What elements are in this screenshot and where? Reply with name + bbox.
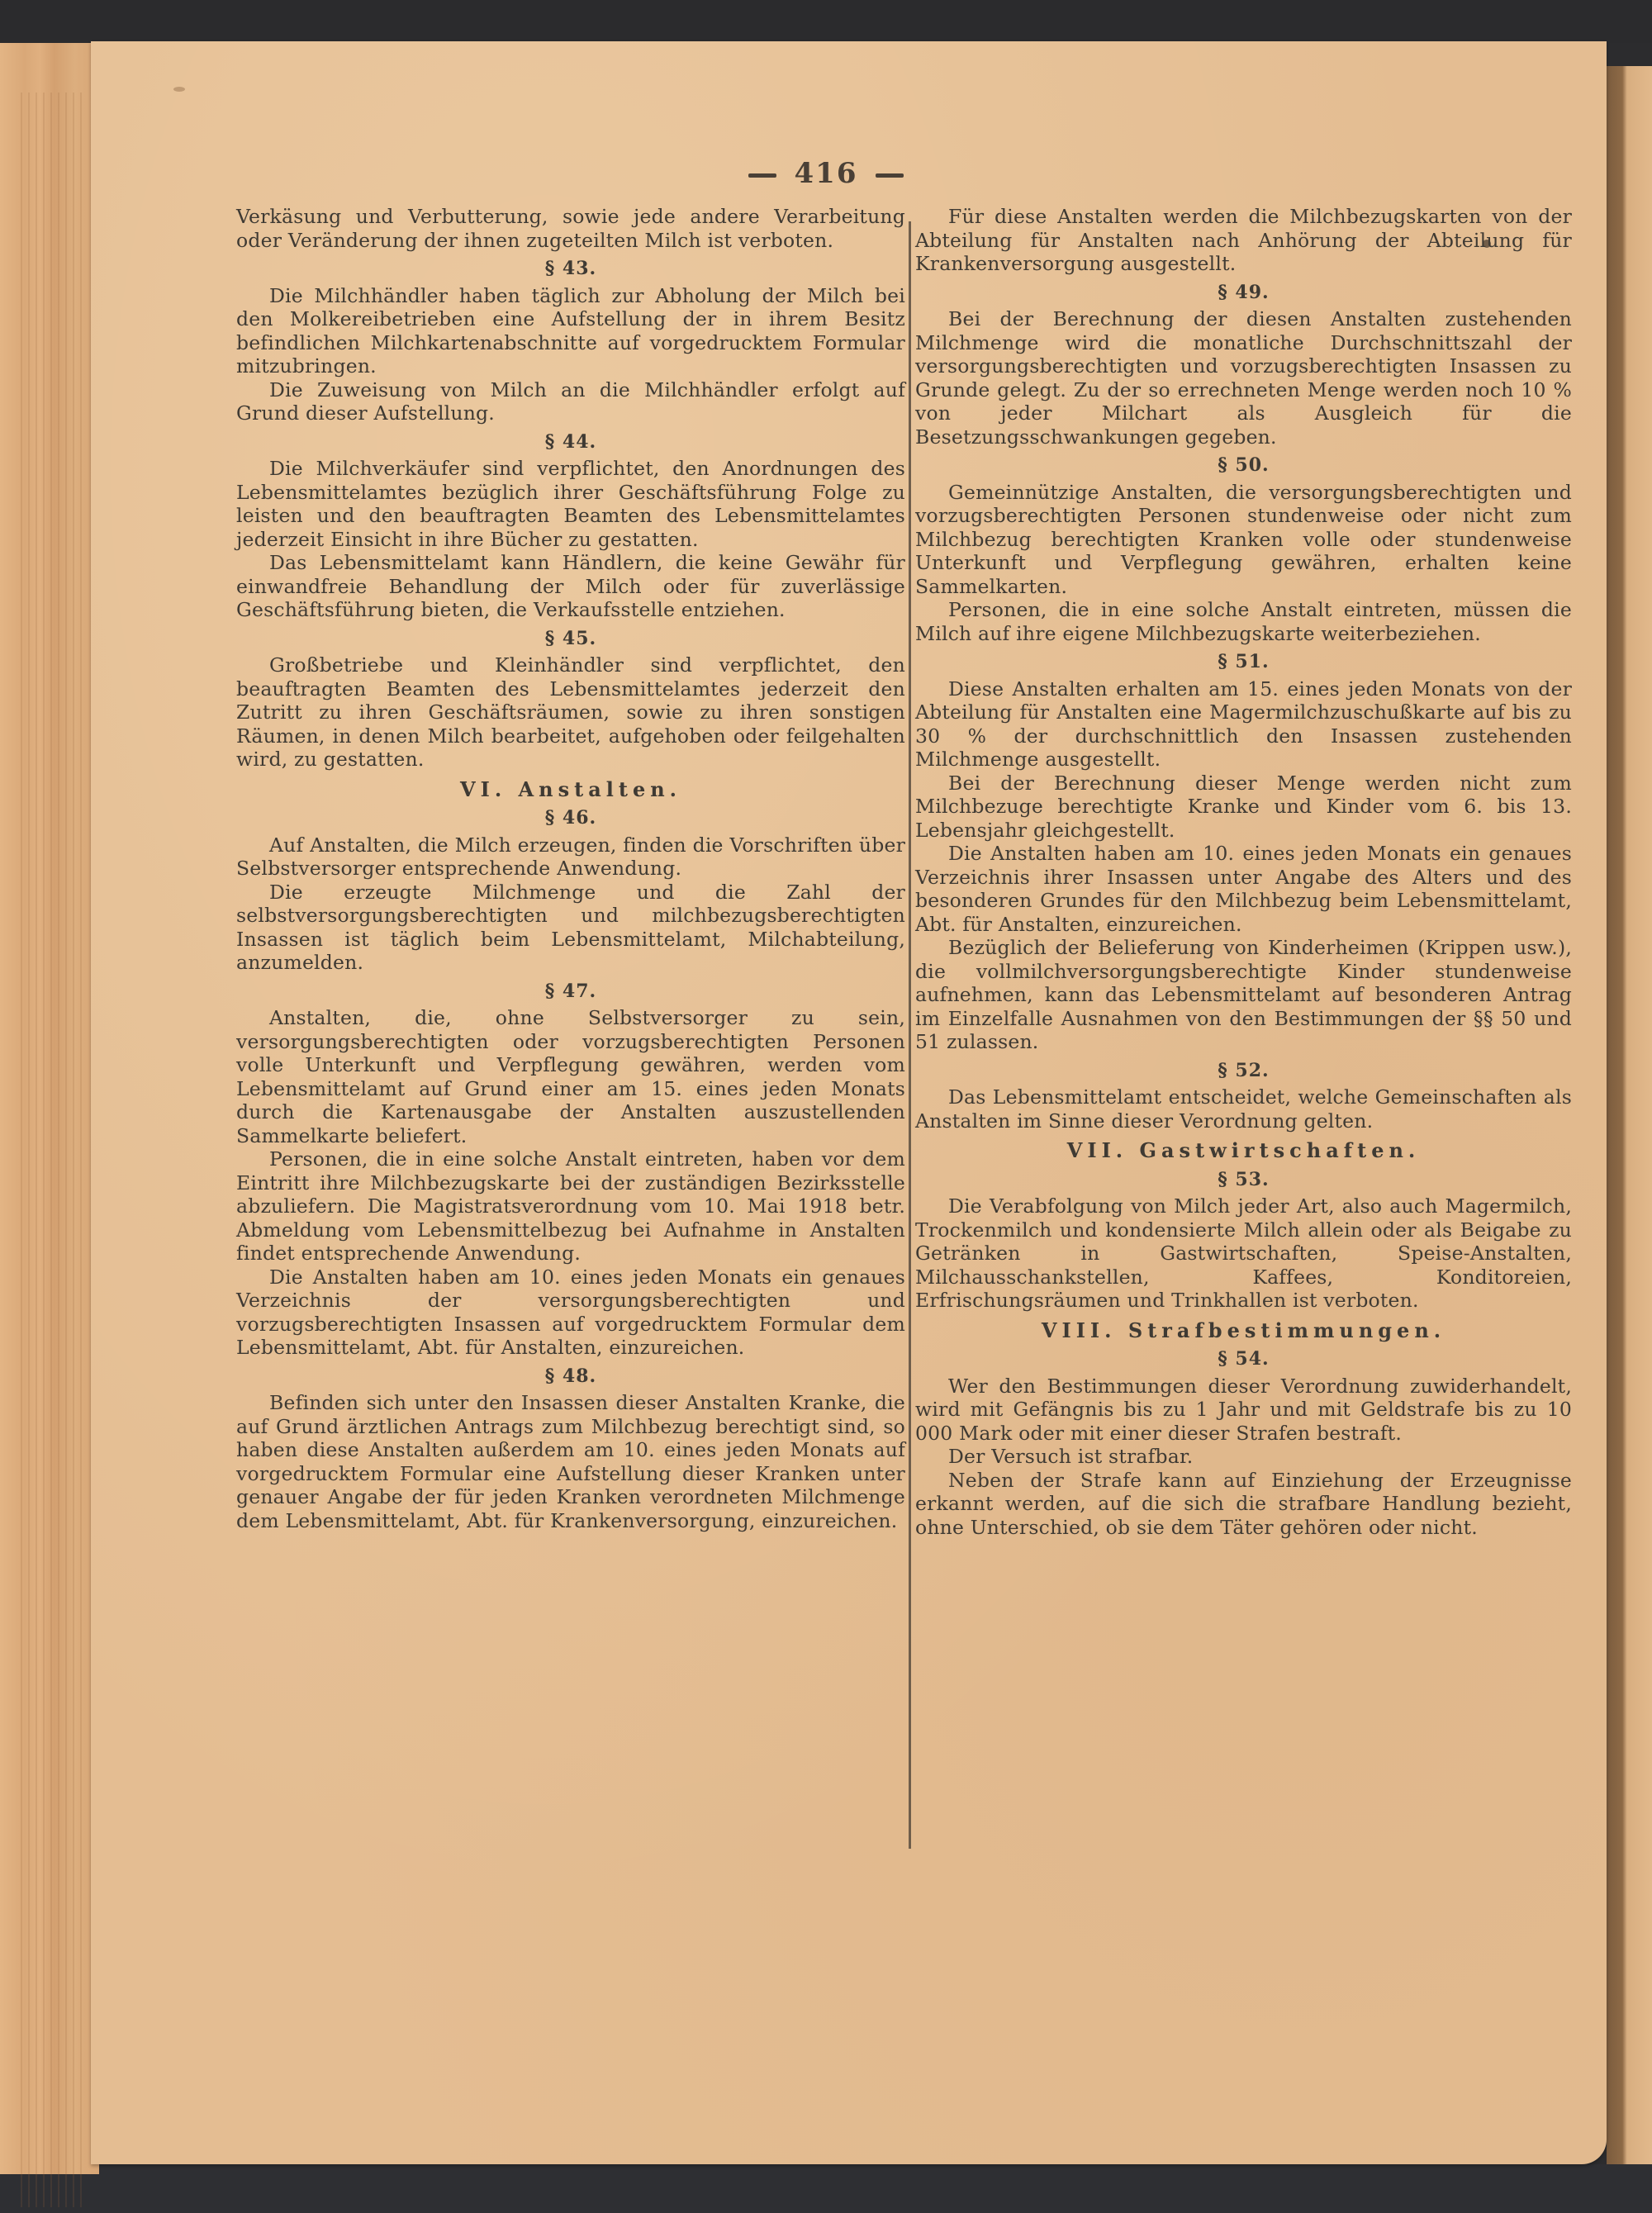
page-stack-lines xyxy=(21,93,87,2207)
chapter-heading: VII. Gastwirtschaften. xyxy=(1066,1138,1421,1162)
paragraph: Anstalten, die, ohne Selbstversorger zu sein, versorgungsberechtigten oder vorzugsberechtigten Personen volle Unterkunft und Verpflegung gewähren, werden vom Lebensmittelamt auf Grund einer am 15. eines jeden Monats durch die Kartenausgabe der Anstalten auszustellenden Sammelkarte beliefert. xyxy=(236,1006,905,1147)
right-column xyxy=(915,205,1572,1539)
paragraph: Wer den Bestimmungen dieser Verordnung zuwiderhandelt, wird mit Gefängnis bis zu 1 Jahr und mit Geldstrafe bis zu 10 000 Mark oder mit einer dieser Strafen bestraft. xyxy=(915,1374,1572,1445)
paragraph: Neben der Strafe kann auf Einziehung der Erzeugnisse erkannt werden, auf die sich die strafbare Handlung bezieht, ohne Unterschied, ob sie dem Täter gehören oder nicht. xyxy=(915,1468,1572,1539)
paragraph: Bei der Berechnung der diesen Anstalten zustehenden Milchmenge wird die monatliche Durchschnittszahl der versorgungsberechtigten und vorzugsberechtigten Insassen zu Grunde gelegt. Zu der so errechneten Menge werden noch 10 % von jeder Milchart als Ausgleich für die Besetzungsschwankungen gegeben. xyxy=(915,307,1572,449)
paragraph: Großbetriebe und Kleinhändler sind verpflichtet, den beauftragten Beamten des Lebensmittelamtes jederzeit den Zutritt zu ihren Geschäftsräumen, sowie zu ihren sonstigen Räumen, in denen Milch bearbeitet, aufgehoben oder feilgehalten wird, zu gestatten. xyxy=(236,653,905,771)
paragraph: Das Lebensmittelamt kann Händlern, die keine Gewähr für einwandfreie Behandlung der Milch oder für zuverlässige Geschäftsführung bieten, die Verkaufsstelle entziehen. xyxy=(236,551,905,621)
scan-backdrop-top xyxy=(0,0,1652,43)
section-heading: § 43. xyxy=(544,258,597,279)
paragraph: Bei der Berechnung dieser Menge werden nicht zum Milchbezuge berechtigte Kranke und Kinder vom 6. bis 13. Lebensjahr gleichgestellt. xyxy=(915,771,1572,842)
paragraph: Die Anstalten haben am 10. eines jeden Monats ein genaues Verzeichnis ihrer Insassen unter Angabe des Alters und des besonderen Grundes für den Milchbezug beim Lebensmittelamt, Abt. für Anstalten, einzureichen. xyxy=(915,842,1572,936)
paragraph: Die Zuweisung von Milch an die Milchhändler erfolgt auf Grund dieser Aufstellung. xyxy=(236,378,905,425)
section-heading: § 48. xyxy=(544,1365,597,1387)
paragraph: Die erzeugte Milchmenge und die Zahl der selbstversorgungsberechtigten und milchbezugsberechtigten Insassen ist täglich beim Lebensmittelamt, Milchabteilung, anzumelden. xyxy=(236,880,905,974)
paragraph: Personen, die in eine solche Anstalt eintreten, müssen die Milch auf ihre eigene Milchbezugskarte weiterbeziehen. xyxy=(915,598,1572,645)
section-heading: § 47. xyxy=(544,980,597,1002)
paragraph: Die Verabfolgung von Milch jeder Art, also auch Magermilch, Trockenmilch und kondensierte Milch allein oder als Beigabe zu Getränken in Gastwirtschaften, Speise-Anstalten, Milchausschankstellen, Kaffees, Konditoreien, Erfrischungsräumen und Trinkhallen ist verboten. xyxy=(915,1194,1572,1312)
paragraph: Für diese Anstalten werden die Milchbezugskarten von der Abteilung für Anstalten nach Anhörung der Abteilung für Krankenversorgung ausgestellt. xyxy=(915,205,1572,275)
paragraph: Gemeinnützige Anstalten, die versorgungsberechtigten und vorzugsberechtigten Personen stundenweise oder nicht zum Milchbezug berechtigten Kranken volle oder stundenweise Unterkunft und Verpflegung gewähren, erhalten keine Sammelkarten. xyxy=(915,480,1572,598)
paragraph: Diese Anstalten erhalten am 15. eines jeden Monats von der Abteilung für Anstalten eine Magermilchzuschußkarte auf bis zu 30 % der durchschnittlich den Insassen zustehenden Milchmenge ausgestellt. xyxy=(915,677,1572,771)
paragraph: Der Versuch ist strafbar. xyxy=(948,1445,1194,1468)
section-heading: § 50. xyxy=(1218,454,1270,476)
chapter-heading: VIII. Strafbestimmungen. xyxy=(1041,1318,1446,1342)
paragraph: Auf Anstalten, die Milch erzeugen, finden die Vorschriften über Selbstversorger entsprechende Anwendung. xyxy=(236,833,905,880)
section-heading: § 44. xyxy=(544,430,597,453)
section-heading: § 52. xyxy=(1218,1059,1270,1081)
section-heading: § 45. xyxy=(544,627,597,649)
left-column xyxy=(236,205,905,1532)
paragraph: Die Milchhändler haben täglich zur Abholung der Milch bei den Molkereibetrieben eine Aufstellung der in ihrem Besitz befindlichen Milchkartenabschnitte auf vorgedrucktem Formular mitzubringen. xyxy=(236,283,905,378)
section-heading: § 46. xyxy=(544,807,597,829)
paragraph: Das Lebensmittelamt entscheidet, welche Gemeinschaften als Anstalten im Sinne dieser Verordnung gelten. xyxy=(915,1085,1572,1133)
dash-right xyxy=(876,173,904,178)
section-heading: § 53. xyxy=(1218,1168,1270,1190)
paragraph: Verkäsung und Verbutterung, sowie jede andere Verarbeitung oder Veränderung der ihnen zugeteilten Milch ist verboten. xyxy=(236,205,905,252)
section-heading: § 51. xyxy=(1218,651,1270,672)
paper-stain xyxy=(173,87,185,92)
section-heading: § 49. xyxy=(1218,281,1270,303)
paragraph: Befinden sich unter den Insassen dieser Anstalten Kranke, die auf Grund ärztlichen Antrags zum Milchbezug berechtigt sind, so haben diese Anstalten außerdem am 10. eines jeden Monats auf vorgedrucktem Formular eine Aufstellung dieser Kranken unter genauer Angabe der für jeden Kranken verordneten Milchmenge dem Lebensmittelamt, Abt. für Krankenversorgung, einzureichen. xyxy=(236,1391,905,1532)
book-binding-edge xyxy=(0,43,99,2174)
paragraph: Personen, die in eine solche Anstalt eintreten, haben vor dem Eintritt ihre Milchbezugskarte bei der zuständigen Bezirksstelle abzuliefern. Die Magistratsverordnung vom 10. Mai 1918 betr. Abmeldung vom Lebensmittelbezug bei Aufnahme in Anstalten findet entsprechende Anwendung. xyxy=(236,1147,905,1265)
paragraph: Die Anstalten haben am 10. eines jeden Monats ein genaues Verzeichnis der versorgungsberechtigten und vorzugsberechtigten Insassen auf vorgedrucktem Formular dem Lebensmittelamt, Abt. für Anstalten, einzureichen. xyxy=(236,1265,905,1359)
paragraph: Die Milchverkäufer sind verpflichtet, den Anordnungen des Lebensmittelamtes bezüglich ihrer Geschäftsführung Folge zu leisten und den beauftragten Beamten des Lebensmittelamtes jederzeit Einsicht in ihre Bücher zu gestatten. xyxy=(236,457,905,551)
page-number-text: 416 xyxy=(794,157,858,190)
dash-left xyxy=(748,173,776,178)
page-number xyxy=(0,157,1652,190)
chapter-heading: VI. Anstalten. xyxy=(459,776,682,801)
paragraph: Bezüglich der Belieferung von Kinderheimen (Krippen usw.), die vollmilchversorgungsberechtigte Kinder stundenweise aufnehmen, kann das Lebensmittelamt auf besonderen Antrag im Einzelfalle Ausnahmen von den Bestimmungen der §§ 50 und 51 zulassen. xyxy=(915,936,1572,1053)
section-heading: § 54. xyxy=(1218,1348,1270,1370)
next-page-edge xyxy=(1607,66,1652,2164)
column-divider xyxy=(909,221,911,1849)
scan-backdrop-bottom xyxy=(0,2164,1652,2213)
